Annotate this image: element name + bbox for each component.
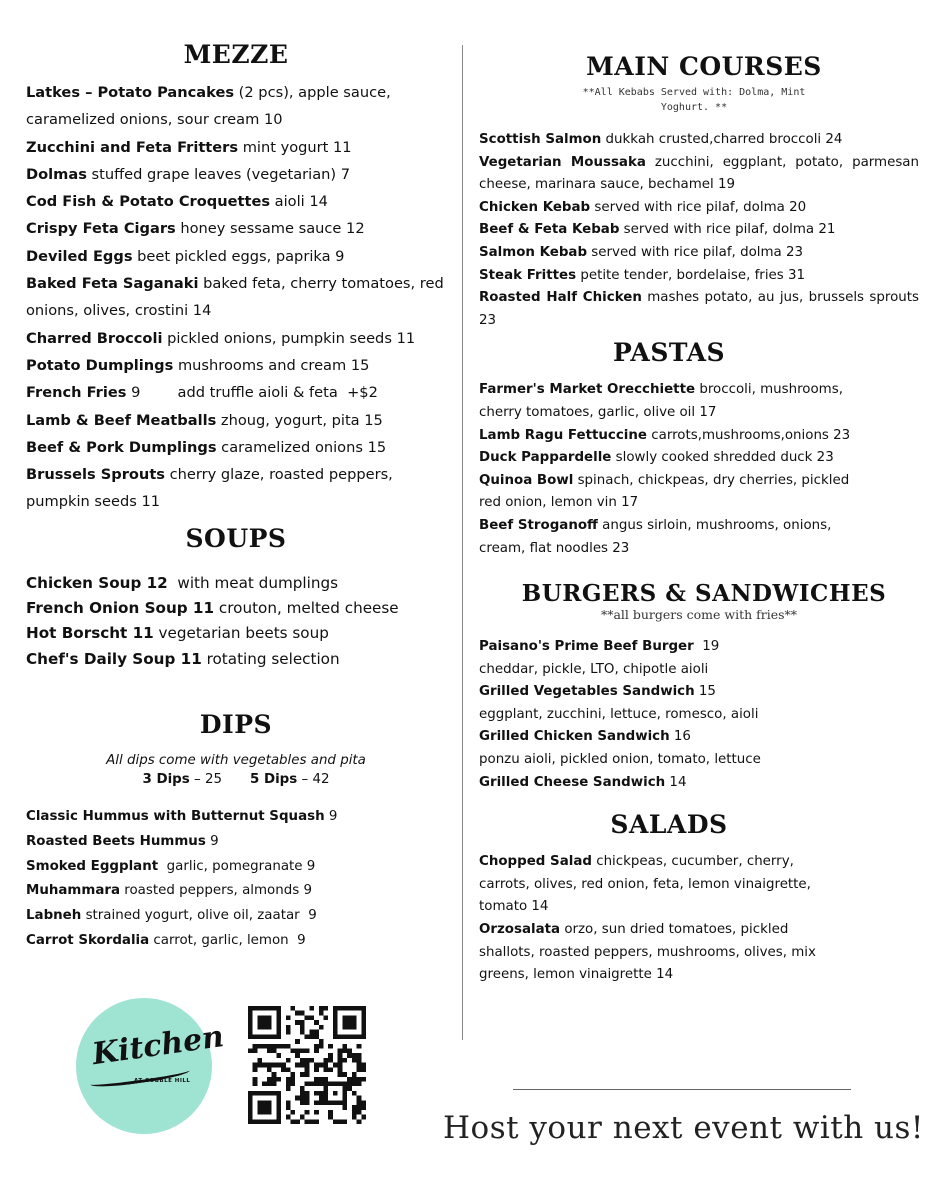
dips-list	[26, 805, 446, 954]
menu-item	[479, 197, 919, 220]
salads-title: SALADS	[610, 810, 728, 840]
menu-item	[26, 379, 446, 406]
menu-item	[26, 461, 446, 516]
menu-item	[479, 919, 839, 987]
menu-item	[26, 571, 446, 596]
menu-item-desc: 9	[205, 833, 219, 849]
main-courses-list	[479, 129, 924, 332]
menu-item-sub: cheddar, pickle, LTO, chipotle aioli	[479, 661, 709, 677]
menu-item	[26, 243, 446, 270]
menu-item-name: Beef & Pork Dumplings	[26, 438, 217, 456]
menu-item	[479, 726, 919, 749]
menu-item	[26, 161, 446, 188]
menu-item-desc: chickpeas, cucumber, cherry, carrots, olives, red onion, feta, lemon vinaigrette, tomato 14	[479, 854, 816, 915]
burgers-list	[479, 636, 919, 794]
menu-item-name: Cod Fish & Potato Croquettes	[26, 193, 271, 211]
menu-item-desc: 9	[324, 808, 338, 824]
menu-item-name: Lamb & Beef Meatballs	[26, 411, 217, 429]
menu-item-desc: garlic, pomegranate 9	[158, 858, 316, 874]
dips-price2-value: – 42	[297, 771, 330, 787]
menu-item-desc: served with rice pilaf, dolma 23	[587, 244, 804, 260]
menu-item	[479, 425, 874, 448]
menu-item-name: Paisano's Prime Beef Burger	[479, 639, 694, 655]
menu-item	[479, 470, 874, 515]
menu-item	[479, 851, 839, 919]
menu-item-desc: mint yogurt 11	[238, 138, 352, 156]
menu-item-name: Steak Frittes	[479, 267, 577, 283]
menu-item-desc: broccoli, mushrooms, cherry tomatoes, garlic, olive oil 17	[479, 382, 848, 420]
menu-item	[479, 772, 919, 795]
menu-item-name: Grilled Cheese Sandwich	[479, 774, 666, 790]
menu-item-desc: stuffed grape leaves (vegetarian) 7	[86, 165, 351, 183]
menu-item-sub: ponzu aioli, pickled onion, tomato, lettuce	[479, 752, 761, 768]
menu-item-desc: zucchini, eggplant, potato, parmesan cheese, marinara sauce, bechamel 19	[479, 154, 924, 193]
menu-item-name: Chicken Soup 12	[26, 573, 168, 592]
menu-item	[479, 681, 919, 704]
menu-item-name: Duck Pappardelle	[479, 450, 612, 466]
burgers-note: **all burgers come with fries**	[600, 607, 798, 623]
menu-item-name: Latkes – Potato Pancakes	[26, 84, 235, 101]
menu-item-name: Chicken Kebab	[479, 199, 591, 215]
salads-list	[479, 851, 839, 987]
menu-item-desc: beet pickled eggs, paprika 9	[132, 247, 345, 265]
soups-list	[26, 571, 446, 672]
qr-code-icon[interactable]	[248, 1006, 366, 1124]
menu-item-name: Classic Hummus with Butternut Squash	[26, 808, 325, 824]
menu-item-name: Potato Dumplings	[26, 356, 174, 374]
menu-item	[479, 636, 919, 659]
menu-item-desc: 9 add truffle aioli & feta +$2	[126, 384, 378, 402]
menu-item-name: Grilled Vegetables Sandwich	[479, 684, 695, 700]
menu-item-name: Vegetarian Moussaka	[479, 154, 646, 170]
menu-item-desc: 19	[693, 639, 720, 655]
menu-item	[26, 270, 449, 325]
logo-tagline: AT COBBLE HILL	[134, 1078, 191, 1084]
menu-item	[26, 188, 446, 215]
menu-item	[26, 325, 446, 352]
menu-item-desc: vegetarian beets soup	[153, 624, 329, 643]
menu-item	[26, 215, 446, 242]
menu-item-desc: pickled onions, pumpkin seeds 11	[162, 329, 416, 347]
menu-item-desc: zhoug, yogurt, pita 15	[216, 411, 383, 429]
menu-item	[26, 929, 446, 954]
menu-item	[479, 219, 919, 242]
dips-price1-value: – 25	[189, 771, 222, 787]
menu-item-desc: strained yogurt, olive oil, zaatar 9	[81, 908, 317, 924]
menu-item	[26, 830, 446, 855]
menu-item-name: Zucchini and Feta Fritters	[26, 138, 239, 156]
menu-item-name: Chef's Daily Soup 11	[26, 649, 202, 668]
menu-item-name: Grilled Chicken Sandwich	[479, 729, 670, 745]
menu-item-name: Beef Stroganoff	[479, 517, 598, 533]
left-column	[26, 40, 449, 954]
menu-item	[479, 152, 924, 197]
menu-item-name: Carrot Skordalia	[26, 932, 150, 948]
menu-item	[26, 805, 446, 830]
menu-item-desc: 16	[669, 729, 691, 745]
right-column	[479, 52, 924, 987]
soups-title: SOUPS	[185, 523, 287, 553]
menu-item-name: Deviled Eggs	[26, 247, 133, 265]
menu-item-desc: with meat dumplings	[167, 573, 339, 592]
menu-item-name: Scottish Salmon	[479, 132, 602, 147]
menu-item-desc: served with rice pilaf, dolma 21	[619, 222, 836, 238]
menu-item	[479, 129, 919, 152]
dips-subtitle: All dips come with vegetables and pita	[106, 752, 366, 768]
main-courses-note: **All Kebabs Served with: Dolma, Mint Yoghurt. **	[582, 87, 806, 113]
menu-item-desc: angus sirloin, mushrooms, onions, cream, flat noodles 23	[479, 517, 836, 556]
menu-item	[26, 904, 446, 929]
menu-item-desc: carrots,mushrooms,onions 23	[647, 427, 851, 443]
pastas-title: PASTAS	[612, 338, 726, 368]
dips-title: DIPS	[199, 709, 273, 739]
menu-item-name: French Fries	[26, 384, 127, 402]
menu-item	[479, 287, 924, 332]
menu-item-desc: rotating selection	[201, 649, 340, 668]
menu-item-name: Baked Feta Saganaki	[26, 275, 199, 293]
burgers-title: BURGERS & SANDWICHES	[521, 580, 887, 608]
menu-item-name: Orzosalata	[479, 922, 561, 938]
menu-item-desc: honey sessame sauce 12	[175, 220, 365, 238]
menu-item-desc: 15	[694, 684, 716, 700]
menu-item-name: Charred Broccoli	[26, 329, 163, 347]
column-divider	[462, 45, 463, 1040]
menu-item	[26, 879, 446, 904]
menu-item-desc: baked feta, cherry tomatoes, red onions, olives, crostini 14	[26, 275, 449, 320]
menu-item-name: Labneh	[26, 908, 82, 924]
menu-item-name: Dolmas	[26, 165, 87, 183]
dips-prices	[26, 772, 446, 787]
mezze-list	[26, 79, 449, 516]
menu-item	[26, 407, 446, 434]
menu-item-desc: orzo, sun dried tomatoes, pickled shallots, roasted peppers, mushrooms, olives, mix greens, lemon vinaigrette 14	[479, 922, 821, 983]
menu-item	[26, 434, 446, 461]
menu-item-desc: (2 pcs), apple sauce, caramelized onions, sour cream 10	[26, 84, 396, 129]
menu-item-name: Lamb Ragu Fettuccine	[479, 427, 647, 443]
menu-item-desc: aioli 14	[270, 193, 328, 211]
menu-item-name: Salmon Kebab	[479, 244, 588, 260]
menu-item	[479, 379, 874, 424]
menu-item-desc: petite tender, bordelaise, fries 31	[576, 267, 806, 283]
menu-item-desc: mushrooms and cream 15	[173, 356, 370, 374]
menu-item	[479, 265, 919, 288]
kitchen-logo	[76, 998, 226, 1134]
menu-item-sub: eggplant, zucchini, lettuce, romesco, aioli	[479, 706, 759, 722]
menu-item-desc: crouton, melted cheese	[214, 599, 399, 618]
logo-word: Kitchen	[90, 1019, 226, 1073]
menu-item-desc: caramelized onions 15	[216, 438, 387, 456]
menu-item-name: French Onion Soup 11	[26, 599, 215, 618]
menu-item-name: Roasted Half Chicken	[479, 290, 642, 306]
host-event-text: Host your next event with us!	[443, 1110, 924, 1146]
menu-item-desc: spinach, chickpeas, dry cherries, pickled red onion, lemon vin 17	[479, 472, 854, 511]
menu-item-name: Muhammara	[26, 883, 121, 899]
menu-item-desc: cherry glaze, roasted peppers, pumpkin seeds 11	[26, 466, 398, 511]
menu-item	[26, 621, 446, 646]
menu-item	[26, 855, 446, 880]
footer-divider	[513, 1089, 851, 1090]
menu-item-desc: carrot, garlic, lemon 9	[149, 932, 306, 948]
menu-item	[479, 242, 919, 265]
menu-item-name: Chopped Salad	[479, 854, 592, 870]
menu-item-name: Quinoa Bowl	[479, 472, 574, 488]
mezze-title: MEZZE	[183, 40, 289, 69]
menu-item-desc: mashes potato, au jus, brussels sprouts 23	[479, 290, 924, 328]
menu-item-name: Roasted Beets Hummus	[26, 833, 206, 849]
menu-item	[26, 79, 446, 134]
menu-item	[26, 352, 446, 379]
dips-price2-name: 5 Dips	[250, 771, 298, 787]
main-courses-title: MAIN COURSES	[586, 52, 822, 81]
menu-item-desc: slowly cooked shredded duck 23	[611, 450, 834, 466]
menu-item-name: Brussels Sprouts	[26, 466, 165, 484]
menu-item	[26, 134, 446, 161]
menu-item-name: Hot Borscht 11	[26, 624, 154, 643]
menu-item-name: Crispy Feta Cigars	[26, 220, 176, 238]
menu-item	[26, 647, 446, 672]
menu-item-name: Beef & Feta Kebab	[479, 222, 620, 238]
menu-item	[479, 447, 874, 470]
menu-item-name: Smoked Eggplant	[26, 858, 159, 874]
dips-price1-name: 3 Dips	[142, 771, 190, 787]
menu-item-name: Farmer's Market Orecchiette	[479, 382, 696, 398]
menu-item-desc: served with rice pilaf, dolma 20	[590, 199, 807, 215]
pastas-list	[479, 379, 874, 560]
menu-item-desc: dukkah crusted,charred broccoli 24	[601, 132, 843, 147]
menu-item	[26, 596, 446, 621]
menu-item-desc: roasted peppers, almonds 9	[120, 883, 312, 899]
menu-item	[479, 515, 874, 560]
menu-item-desc: 14	[665, 774, 687, 790]
